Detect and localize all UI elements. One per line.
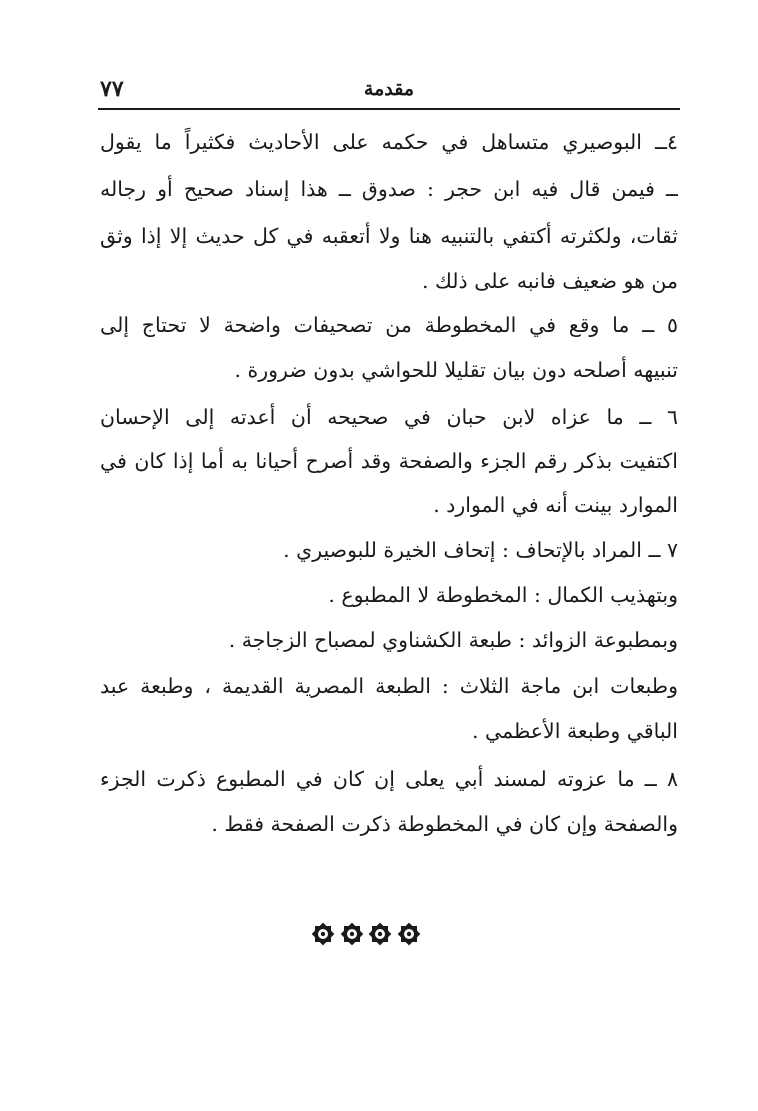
page-title: مقدمة xyxy=(363,78,415,100)
text-line: ثقات، ولكثرته أكتفي بالتنبيه هنا ولا أتعقبه في كل حديث إلا إذا وثق xyxy=(100,224,678,248)
text-line: ٤ــ البوصيري متساهل في حكمه على الأحاديث فكثيراً ما يقول xyxy=(100,130,678,154)
page-header xyxy=(98,78,680,108)
text-line: ٧ ــ المراد بالإتحاف : إتحاف الخيرة للبوصيري . xyxy=(283,538,678,562)
text-line: الباقي وطبعة الأعظمي . xyxy=(472,719,678,743)
text-line: ٥ ــ ما وقع في المخطوطة من تصحيفات واضحة لا تحتاج إلى xyxy=(100,313,678,337)
star-flower-icon xyxy=(310,921,336,947)
text-line: ــ فيمن قال فيه ابن حجر : صدوق ــ هذا إسناد صحيح أو رجاله xyxy=(100,177,678,201)
text-line: الموارد بينت أنه في الموارد . xyxy=(433,493,678,517)
text-line: والصفحة وإن كان في المخطوطة ذكرت الصفحة فقط . xyxy=(211,812,678,836)
text-line: وبمطبوعة الزوائد : طبعة الكشناوي لمصباح الزجاجة . xyxy=(228,628,678,652)
text-line: تنبيهه أصلحه دون بيان تقليلا للحواشي بدون ضرورة . xyxy=(234,358,678,382)
text-line: من هو ضعيف فانبه على ذلك . xyxy=(422,269,678,293)
star-flower-icon xyxy=(367,921,393,947)
page-number: ٧٧ xyxy=(100,76,124,102)
text-line: ٦ ــ ما عزاه لابن حبان في صحيحه أن أعدته إلى الإحسان xyxy=(100,405,678,429)
text-line: وبتهذيب الكمال : المخطوطة لا المطبوع . xyxy=(328,583,678,607)
star-flower-icon xyxy=(396,921,422,947)
text-line: اكتفيت بذكر رقم الجزء والصفحة وقد أصرح أحيانا به أما إذا كان في xyxy=(100,449,678,473)
text-line: ٨ ــ ما عزوته لمسند أبي يعلى إن كان في المطبوع ذكرت الجزء xyxy=(100,767,678,791)
star-flower-icon xyxy=(339,921,365,947)
text-line: وطبعات ابن ماجة الثلاث : الطبعة المصرية القديمة ، وطبعة عبد xyxy=(100,674,678,698)
section-end-ornament xyxy=(310,918,422,950)
header-rule xyxy=(98,108,680,110)
